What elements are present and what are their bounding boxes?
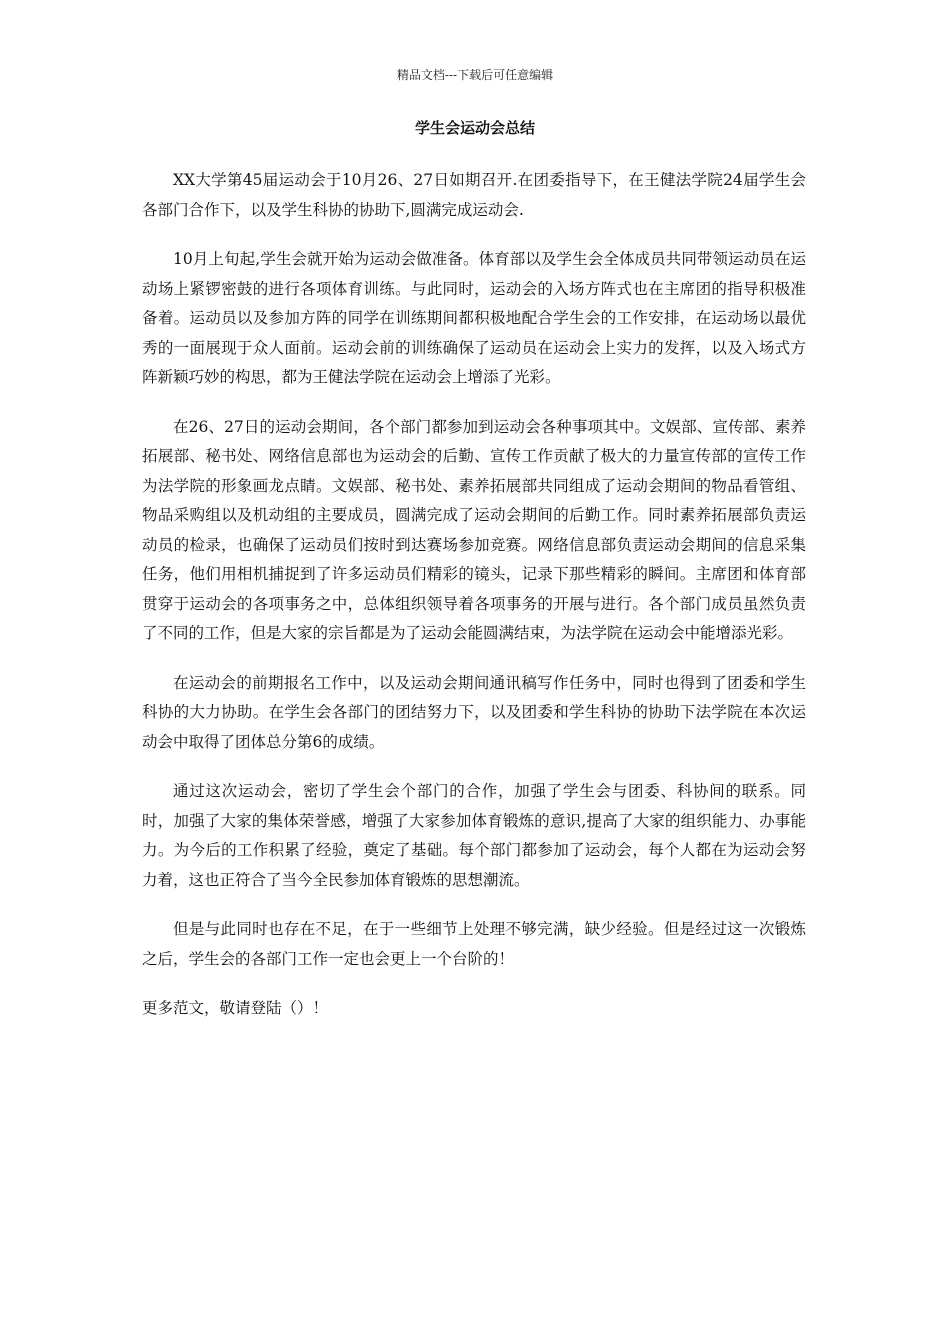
document-body xyxy=(142,166,806,1044)
paragraph-shortcomings: 但是与此同时也存在不足，在于一些细节上处理不够完满，缺少经验。但是经过这一次锻炼之后，学生会的各部门工作一定也会更上一个台阶的！ xyxy=(142,920,806,968)
paragraph-intro: XX大学第45届运动会于10月26、27日如期召开.在团委指导下，在王健法学院24届学生会各部门合作下，以及学生科协的协助下,圆满完成运动会. xyxy=(142,171,806,219)
document-title: 学生会运动会总结 xyxy=(414,119,535,137)
header-note: 精品文档---下载后可任意编辑 xyxy=(396,68,554,82)
paragraph-preparation: 10月上旬起,学生会就开始为运动会做准备。体育部以及学生会全体成员共同带领运动员在运动场上紧锣密鼓的进行各项体育训练。与此同时，运动会的入场方阵式也在主席团的指导积极准备着。运动员以及参加方阵的同学在训练期间都积极地配合学生会的工作安排，在运动场以最优秀的一面展现于众人面前。运动会前的训练确保了运动员在运动会上实力的发挥，以及入场式方阵新颖巧妙的构思，都为王健法学院在运动会上增添了光彩。 xyxy=(142,250,806,386)
paragraph-gains: 通过这次运动会，密切了学生会个部门的合作，加强了学生会与团委、科协间的联系。同时，加强了大家的集体荣誉感，增强了大家参加体育锻炼的意识,提高了大家的组织能力、办事能力。为今后的工作积累了经验，奠定了基础。每个部门都参加了运动会，每个人都在为运动会努力着，这也正符合了当今全民参加体育锻炼的思想潮流。 xyxy=(142,782,806,889)
paragraph-assistance: 在运动会的前期报名工作中，以及运动会期间通讯稿写作任务中，同时也得到了团委和学生科协的大力协助。在学生会各部门的团结努力下，以及团委和学生科协的协助下法学院在本次运动会中取得了团体总分第6的成绩。 xyxy=(142,673,806,751)
footer-line: 更多范文，敬请登陆（）！ xyxy=(142,999,329,1017)
paragraph-during-event: 在26、27日的运动会期间，各个部门都参加到运动会各种事项其中。文娱部、宣传部、素养拓展部、秘书处、网络信息部也为运动会的后勤、宣传工作贡献了极大的力量宣传部的宣传工作为法学院的形象画龙点睛。文娱部、秘书处、素养拓展部共同组成了运动会期间的物品看管组、物品采购组以及机动组的主要成员，圆满完成了运动会期间的后勤工作。同时素养拓展部负责运动员的检录，也确保了运动员们按时到达赛场参加竞赛。网络信息部负责运动会期间的信息采集任务，他们用相机捕捉到了许多运动员们精彩的镜头，记录下那些精彩的瞬间。主席团和体育部贯穿于运动会的各项事务之中，总体组织领导着各项事务的开展与进行。各个部门成员虽然负责了不同的工作，但是大家的宗旨都是为了运动会能圆满结束，为法学院在运动会中能增添光彩。 xyxy=(142,417,806,642)
